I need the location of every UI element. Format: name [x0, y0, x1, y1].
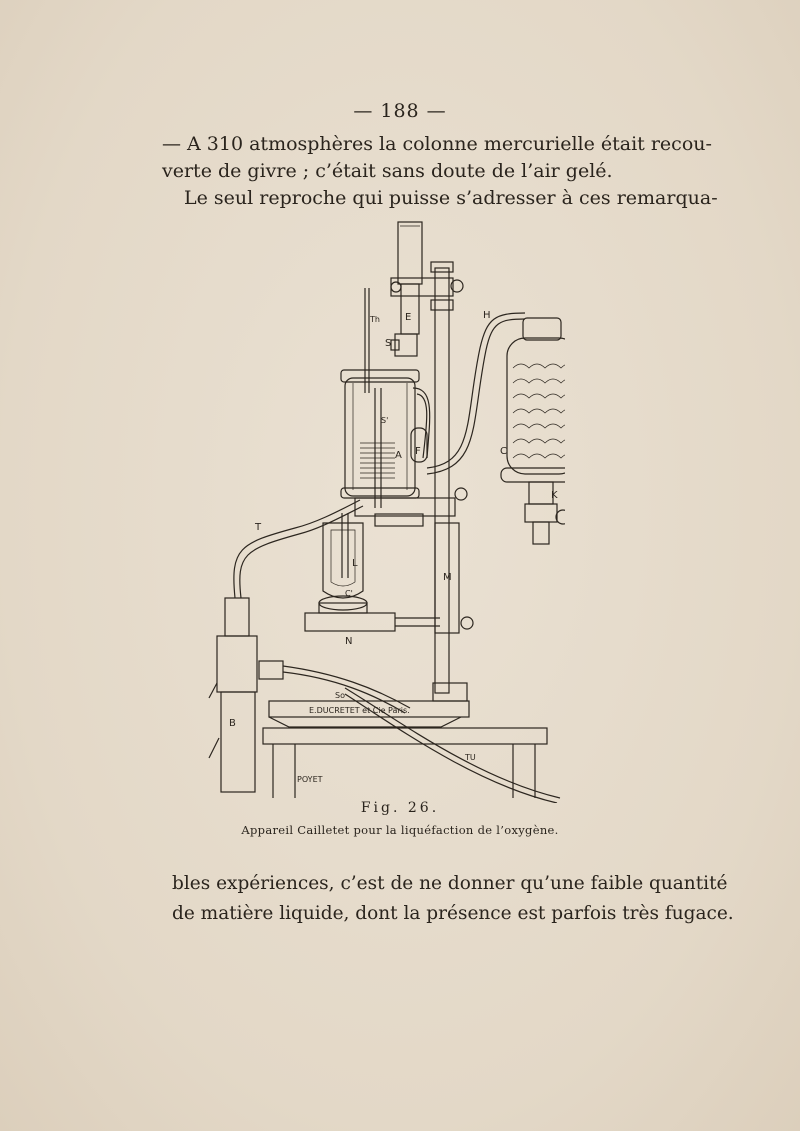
valve-s: [395, 334, 417, 356]
label-n: N: [345, 636, 353, 647]
label-t: T: [255, 522, 262, 533]
maker-plate: E.DUCRETET et Cie Paris.: [309, 706, 410, 715]
cylinder-e-lower: [401, 284, 419, 334]
cooling-coil: [360, 388, 395, 508]
label-c-prime: C': [345, 589, 353, 598]
cylinder-e: [398, 222, 422, 284]
figure-caption: Appareil Cailletet pour la liquéfaction de l’oxygène.: [241, 823, 559, 837]
lower-clamp: [355, 498, 455, 516]
reservoir-b: [221, 692, 255, 792]
text-line: — A 310 atmosphères la colonne mercurielle était recou-: [162, 133, 712, 155]
label-c: C: [500, 446, 507, 457]
label-so: So: [335, 691, 345, 700]
label-s-prime: S': [381, 416, 389, 425]
text-line: verte de givre ; c’était sans doute de l’air gelé.: [162, 160, 613, 182]
text-line: de matière liquide, dont la présence est parfois très fugace.: [172, 903, 734, 924]
bottom-paragraph: [172, 869, 734, 929]
label-h: H: [483, 310, 491, 321]
text-line: Le seul reproche qui puisse s’adresser à ces remarqua-: [184, 187, 718, 209]
top-paragraph: [162, 131, 718, 212]
engraver-signature: POYET: [297, 775, 323, 784]
label-b: B: [229, 718, 236, 729]
figure-illustration: [195, 218, 565, 803]
label-k: K: [551, 490, 558, 501]
main-rod: [435, 268, 449, 693]
page-number: — 188 —: [353, 100, 447, 122]
label-l: L: [352, 558, 358, 569]
pump-fitting: [225, 598, 249, 636]
figure-label: Fig. 26.: [360, 800, 440, 816]
text-line: bles expériences, c’est de ne donner qu’une faible quantité: [172, 873, 728, 894]
purifier-fill: [513, 364, 565, 458]
table-top: [263, 728, 547, 744]
label-e: E: [405, 312, 412, 323]
label-th: Th: [370, 315, 380, 324]
label-a: A: [395, 450, 402, 461]
label-f: F: [415, 446, 421, 457]
cailletet-apparatus-engraving: [195, 218, 565, 803]
purifier-bottle: [507, 338, 565, 474]
stand-n: [305, 613, 395, 631]
label-tu: TU: [465, 753, 476, 762]
label-m: M: [443, 572, 452, 583]
label-s: S: [385, 338, 392, 349]
